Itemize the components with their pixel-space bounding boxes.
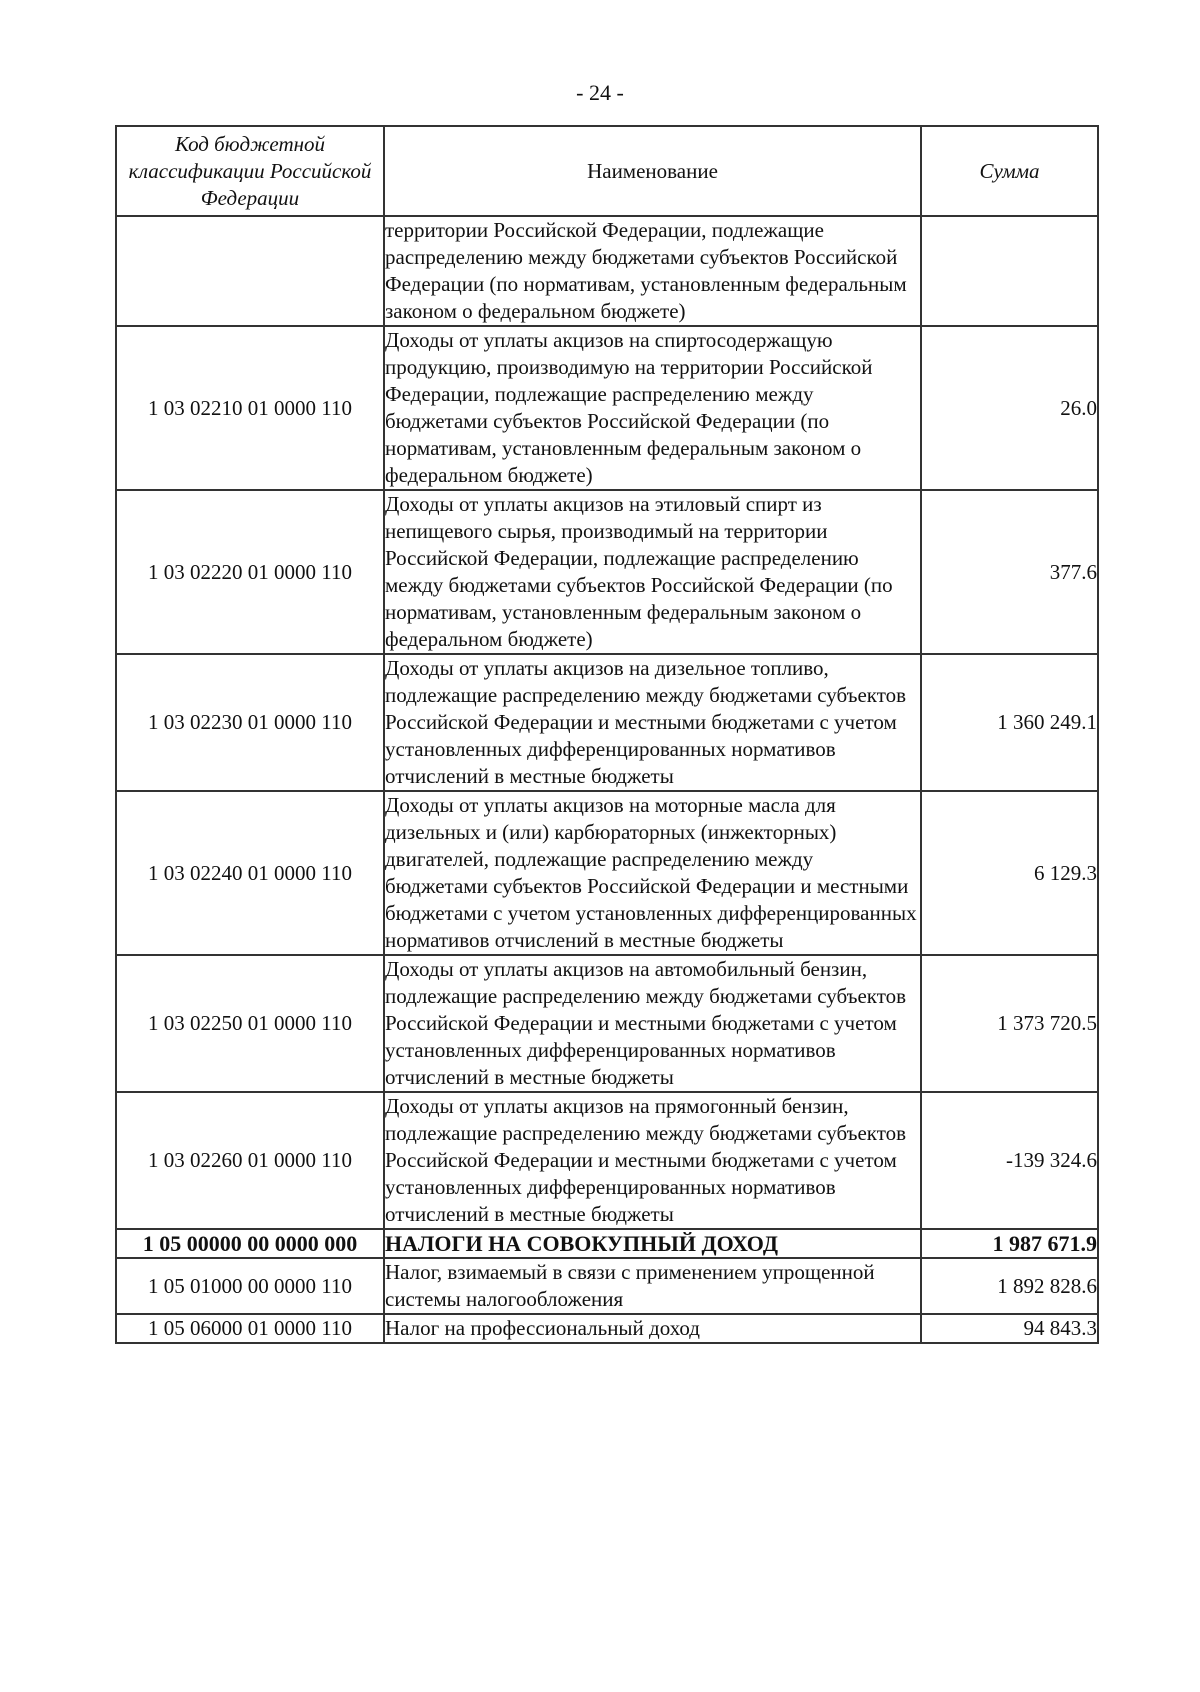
row-code: 1 03 02210 01 0000 110 [116,326,384,490]
page-number: - 24 - [576,80,624,105]
table-row [116,216,1098,326]
row-code: 1 03 02230 01 0000 110 [116,654,384,791]
budget-revenue-table [115,125,1099,1344]
table-row [116,1092,1098,1229]
row-code: 1 05 06000 01 0000 110 [116,1314,384,1343]
table-row [116,1258,1098,1314]
table-header-row [116,126,1098,216]
row-name: Доходы от уплаты акцизов на автомобильный бензин, подлежащие распределению между бюджетами субъектов Российской Федерации и местными бюджетами с учетом установленных дифференцированных нормативов отчислений в местные бюджеты [384,955,921,1092]
header-name: Наименование [384,126,921,216]
row-code: 1 03 02220 01 0000 110 [116,490,384,654]
table-row [116,791,1098,955]
table-row-section-total [116,1229,1098,1258]
header-sum: Сумма [921,126,1098,216]
row-name: Налог, взимаемый в связи с применением упрощенной системы налогообложения [384,1258,921,1314]
row-sum [921,216,1098,326]
row-code: 1 03 02240 01 0000 110 [116,791,384,955]
row-code [116,216,384,326]
row-code: 1 05 01000 00 0000 110 [116,1258,384,1314]
row-code: 1 05 00000 00 0000 000 [116,1229,384,1258]
row-sum: 26.0 [921,326,1098,490]
table-row [116,955,1098,1092]
row-sum: -139 324.6 [921,1092,1098,1229]
row-sum: 1 360 249.1 [921,654,1098,791]
row-name: Доходы от уплаты акцизов на этиловый спирт из непищевого сырья, производимый на территории Российской Федерации, подлежащие распределению между бюджетами субъектов Российской Федерации (по нормативам, установленным федеральным законом о федеральном бюджете) [384,490,921,654]
header-code: Код бюджетной классификации Российской Федерации [116,126,384,216]
table-row [116,490,1098,654]
row-sum: 94 843.3 [921,1314,1098,1343]
row-sum: 377.6 [921,490,1098,654]
table-row [116,326,1098,490]
row-name: Доходы от уплаты акцизов на прямогонный бензин, подлежащие распределению между бюджетами субъектов Российской Федерации и местными бюджетами с учетом установленных дифференцированных нормативов отчислений в местные бюджеты [384,1092,921,1229]
row-name: Доходы от уплаты акцизов на дизельное топливо, подлежащие распределению между бюджетами субъектов Российской Федерации и местными бюджетами с учетом установленных дифференцированных нормативов отчислений в местные бюджеты [384,654,921,791]
table-row [116,654,1098,791]
table-row [116,1314,1098,1343]
row-name: НАЛОГИ НА СОВОКУПНЫЙ ДОХОД [384,1229,921,1258]
row-sum: 6 129.3 [921,791,1098,955]
row-code: 1 03 02250 01 0000 110 [116,955,384,1092]
row-sum: 1 987 671.9 [921,1229,1098,1258]
row-name: Налог на профессиональный доход [384,1314,921,1343]
row-name: территории Российской Федерации, подлежащие распределению между бюджетами субъектов Российской Федерации (по нормативам, установленным федеральным законом о федеральном бюджете) [384,216,921,326]
row-sum: 1 892 828.6 [921,1258,1098,1314]
row-code: 1 03 02260 01 0000 110 [116,1092,384,1229]
row-name: Доходы от уплаты акцизов на спиртосодержащую продукцию, производимую на территории Российской Федерации, подлежащие распределению между бюджетами субъектов Российской Федерации (по нормативам, установленным федеральным законом о федеральном бюджете) [384,326,921,490]
row-name: Доходы от уплаты акцизов на моторные масла для дизельных и (или) карбюраторных (инжекторных) двигателей, подлежащие распределению между бюджетами субъектов Российской Федерации и местными бюджетами с учетом установленных дифференцированных нормативов отчислений в местные бюджеты [384,791,921,955]
row-sum: 1 373 720.5 [921,955,1098,1092]
